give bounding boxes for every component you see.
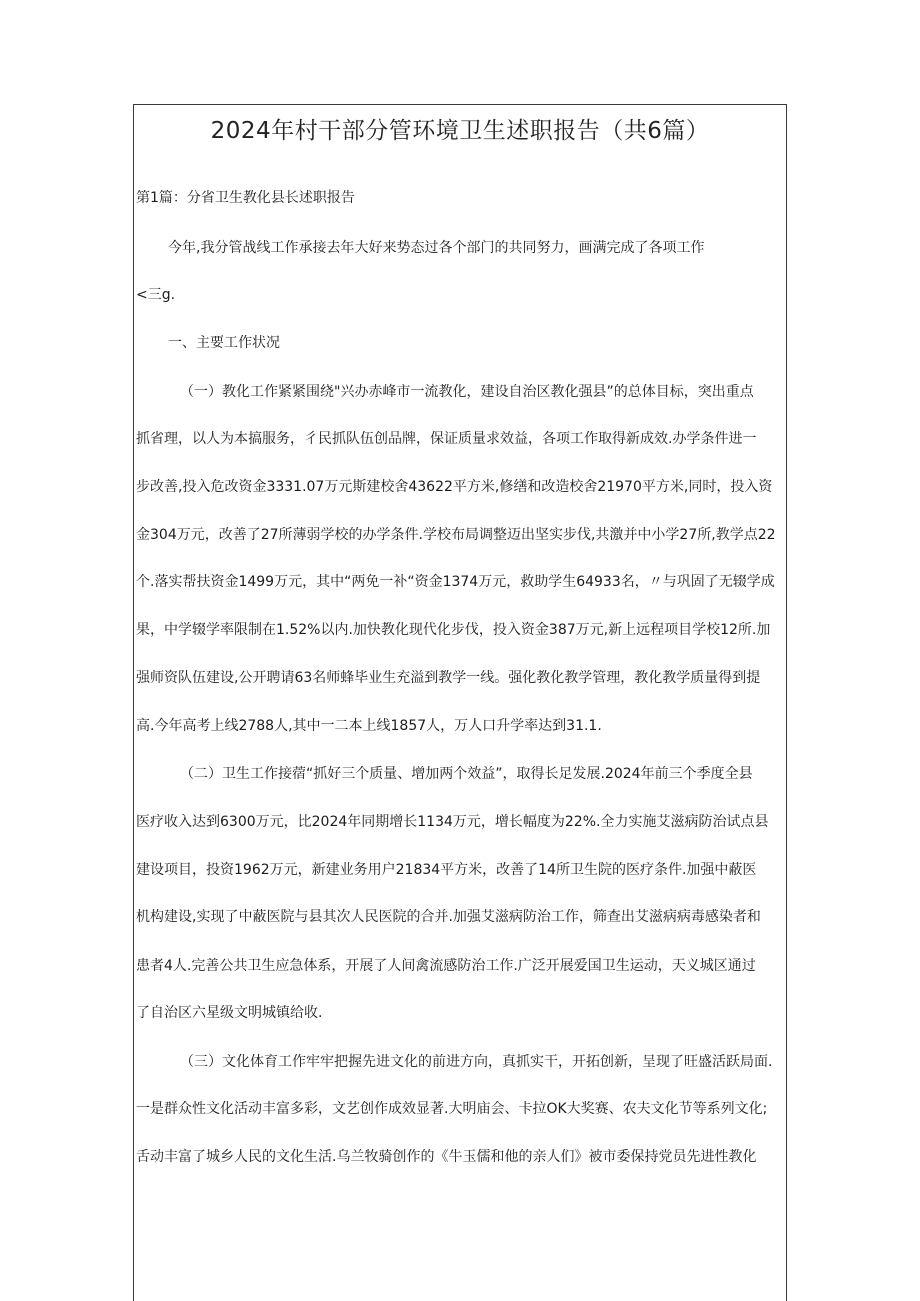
paragraph-line: 建设项目，投资1962万元，新建业务用户21834平方米，改善了14所卫生院的医疗条件.加强中蔽医 xyxy=(136,862,757,878)
paragraph-line: 今年,我分管战线工作承接去年大好来势态过各个部门的共同努力，画满完成了各项工作 xyxy=(168,240,705,256)
paragraph-line: 个.落实帮扶资金1499万元，其中“两免一补“资金1374万元，救助学生64933名，〃与巩固了无辍学成 xyxy=(136,574,775,590)
paragraph-line: 一是群众性文化活动丰富多彩，文艺创作成效显著.大明庙会、卡拉OK大奖赛、农夫文化节等系列文化; xyxy=(136,1101,768,1117)
paragraph-line: <三g. xyxy=(136,287,176,303)
paragraph-line: 抓省理，以人为本搞服务，彳民抓队伍创品牌，保证质量求效益，各项工作取得新成效.办学条件进一 xyxy=(136,431,757,447)
paragraph-line: 了自治区六星级文明城镇给收. xyxy=(136,1005,323,1021)
paragraph-line: （一）教化工作紧紧围绕"兴办赤峰市一流教化，建设自治区教化强县”的总体目标，突出重点 xyxy=(180,384,754,400)
paragraph-line: 强师资队伍建设,公开聘请63名师蜂毕业生充溢到教学一线。强化教化教学管理，教化教学质量得到提 xyxy=(136,670,761,686)
section-heading: 一、主要工作状况 xyxy=(168,335,280,351)
paragraph-line: 医疗收入达到6300万元，比2024年同期增长1134万元，增长幅度为22%.全力实施艾滋病防治试点县 xyxy=(136,814,769,830)
paragraph-line: 果，中学辍学率限制在1.52%以内.加快教化现代化步伐，投入资金387万元,新上远程项目学校12所.加 xyxy=(136,622,771,638)
paragraph-line: 机构建设,实现了中蔽医院与县其次人民医院的合并.加强艾滋病防治工作，筛查出艾滋病病毒感染者和 xyxy=(136,909,761,925)
paragraph-line: （二）卫生工作接蓿“抓好三个质量、增加两个效益”，取得长足发展.2024年前三个季度全县 xyxy=(180,766,753,782)
chapter-heading: 第1篇：分省卫生教化县长述职报告 xyxy=(136,190,355,206)
paragraph-line: 高.今年高考上线2788人,其中一二本上线1857人，万人口升学率达到31.1. xyxy=(136,718,602,734)
paragraph-line: 舌动丰富了城乡人民的文化生活.乌兰牧骑创作的《牛玉儒和他的亲人们》被市委保持党员先进性教化 xyxy=(136,1149,757,1165)
document-title: 2024年村干部分管环境卫生述职报告（共6篇） xyxy=(210,118,710,144)
paragraph-line: 金304万元，改善了27所薄弱学校的办学条件.学校布局调整迈出坚实步伐,共激并中小学27所,教学点22 xyxy=(136,527,776,543)
page-frame xyxy=(133,104,787,1301)
paragraph-line: 患者4人.完善公共卫生应急体系，开展了人间禽流感防治工作.广泛开展爱国卫生运动，天义城区通过 xyxy=(136,958,756,974)
paragraph-line: （三）文化体育工作牢牢把握先进文化的前进方向，真抓实干，开拓创新，呈现了旺盛活跃局面. xyxy=(180,1054,773,1070)
paragraph-line: 步改善,投入危改资金3331.07万元斯建校舍43622平方米,修缮和改造校舍21970平方米,同时，投入资 xyxy=(136,479,773,495)
